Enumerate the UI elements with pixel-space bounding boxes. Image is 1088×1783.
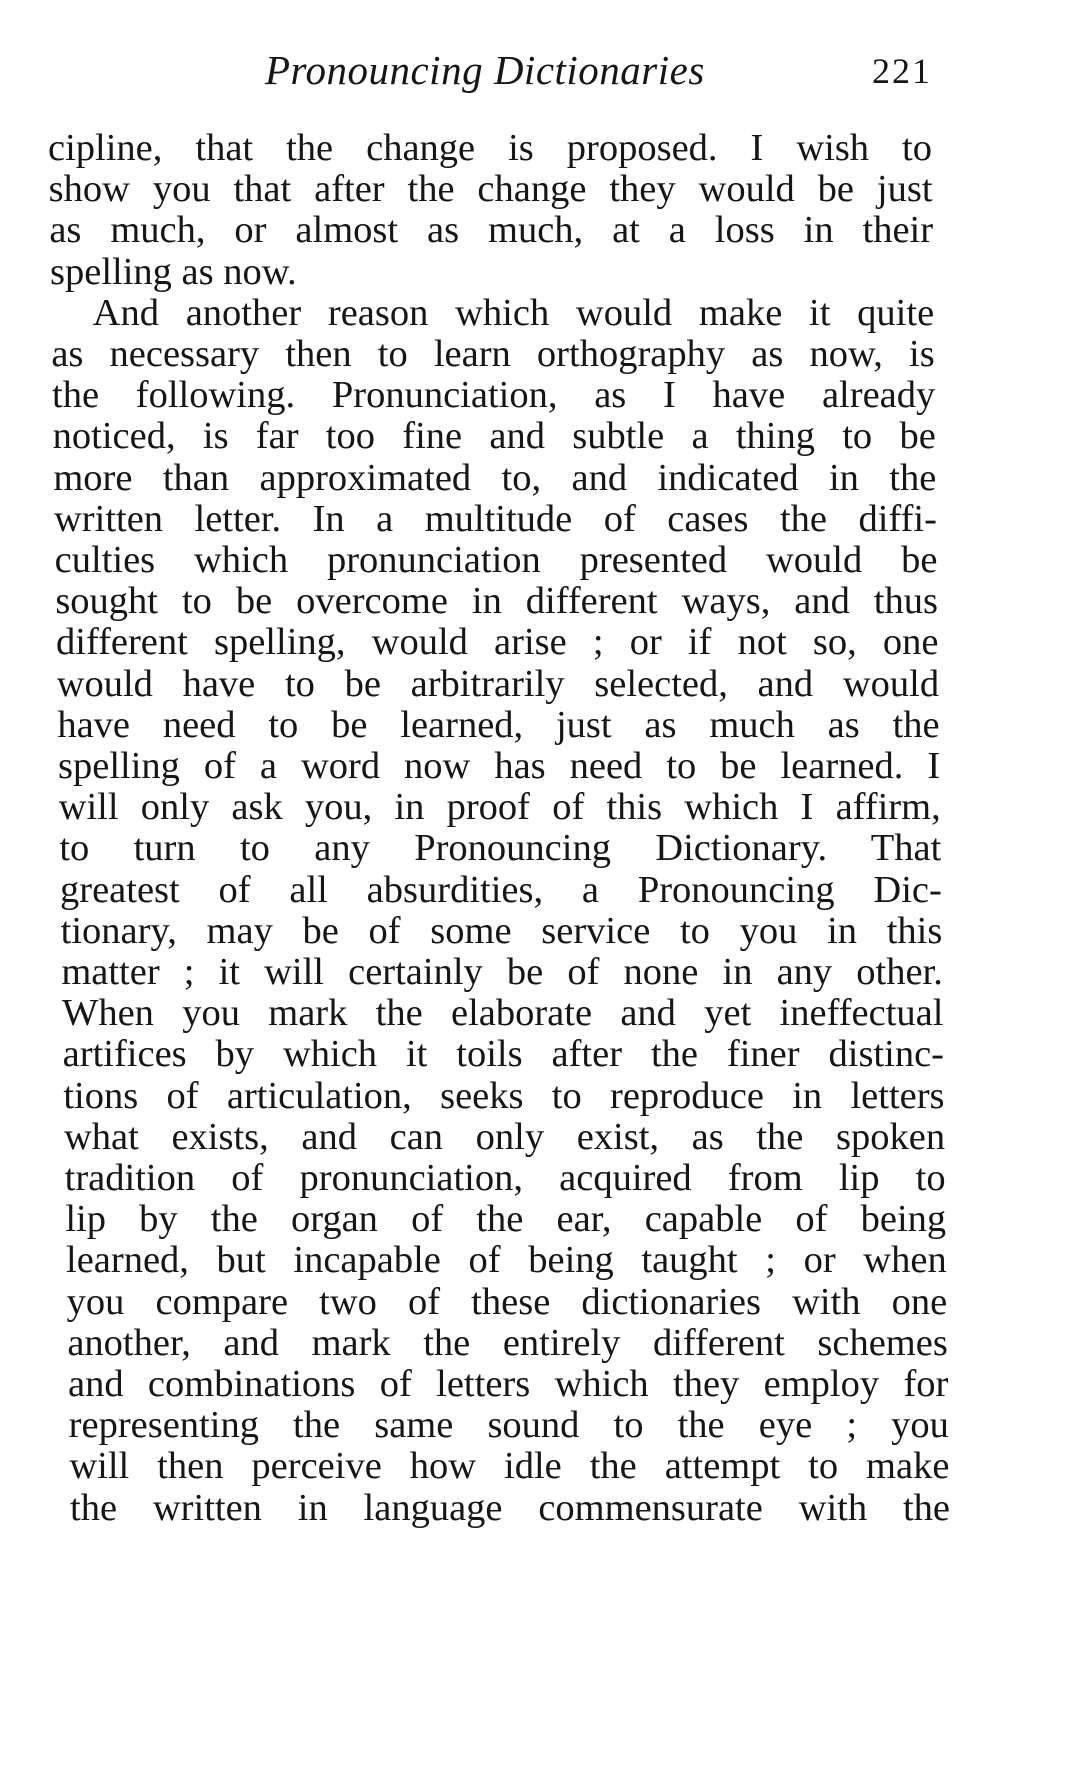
text-line: tionary, may be of some service to you in this	[60, 909, 943, 952]
text-line: greatest of all absurdities, a Pronouncing Dic-	[60, 868, 942, 911]
text-line: the following. Pronunciation, as I have already	[52, 374, 936, 417]
text-line: learned, but incapable of being taught ; or when	[66, 1239, 947, 1282]
text-line: the written in language commensurate with the	[70, 1486, 950, 1529]
text-line: and combinations of letters which they employ for	[68, 1363, 949, 1405]
text-line: have need to be learned, just as much as the	[57, 703, 940, 746]
text-line: tions of articulation, seeks to reproduce in letters	[63, 1074, 945, 1117]
text-line: show you that after the change they would be just	[48, 168, 933, 211]
text-line: cipline, that the change is proposed. I wish to	[48, 127, 932, 169]
text-line: another, and mark the entirely different schemes	[67, 1321, 948, 1364]
text-line: When you mark the elaborate and yet ineffectual	[62, 992, 944, 1035]
text-line: will then perceive how idle the attempt to make	[69, 1445, 950, 1488]
text-line: representing the same sound to the eye ; you	[68, 1404, 949, 1447]
paragraph-start-line: And another reason which would make it quite	[92, 291, 935, 334]
text-line: lip by the organ of the ear, capable of being	[65, 1198, 947, 1241]
text-line: you compare two of these dictionaries with one	[66, 1280, 948, 1323]
text-line: sought to be overcome in different ways, and thus	[55, 580, 938, 623]
text-line: as necessary then to learn orthography as now, is	[51, 333, 935, 375]
page-number: 221	[872, 51, 932, 91]
text-line: would have to be arbitrarily selected, and would	[56, 662, 940, 705]
text-line: written letter. In a multitude of cases the diffi-	[54, 497, 937, 540]
running-head	[0, 46, 1088, 106]
text-line: matter ; it will certainly be of none in any other.	[61, 951, 943, 993]
text-line: will only ask you, in proof of this which I affirm,	[58, 786, 941, 829]
text-line: spelling of a word now has need to be learned. I	[58, 745, 941, 787]
text-line: as much, or almost as much, at a loss in their	[49, 209, 934, 252]
text-line: to turn to any Pronouncing Dictionary. That	[59, 827, 942, 870]
text-line: more than approximated to, and indicated in the	[53, 456, 937, 499]
text-line: different spelling, would arise ; or if not so, one	[56, 621, 939, 664]
running-title: Pronouncing Dictionaries	[265, 47, 705, 93]
text-line: tradition of pronunciation, acquired from lip to	[64, 1157, 946, 1199]
text-line: noticed, is far too fine and subtle a thing to be	[52, 415, 936, 458]
text-line: what exists, and can only exist, as the spoken	[64, 1115, 946, 1158]
text-line: spelling as now.	[50, 250, 297, 293]
text-line: culties which pronunciation presented would be	[54, 539, 938, 581]
text-line: artifices by which it toils after the finer distinc-	[62, 1033, 944, 1076]
